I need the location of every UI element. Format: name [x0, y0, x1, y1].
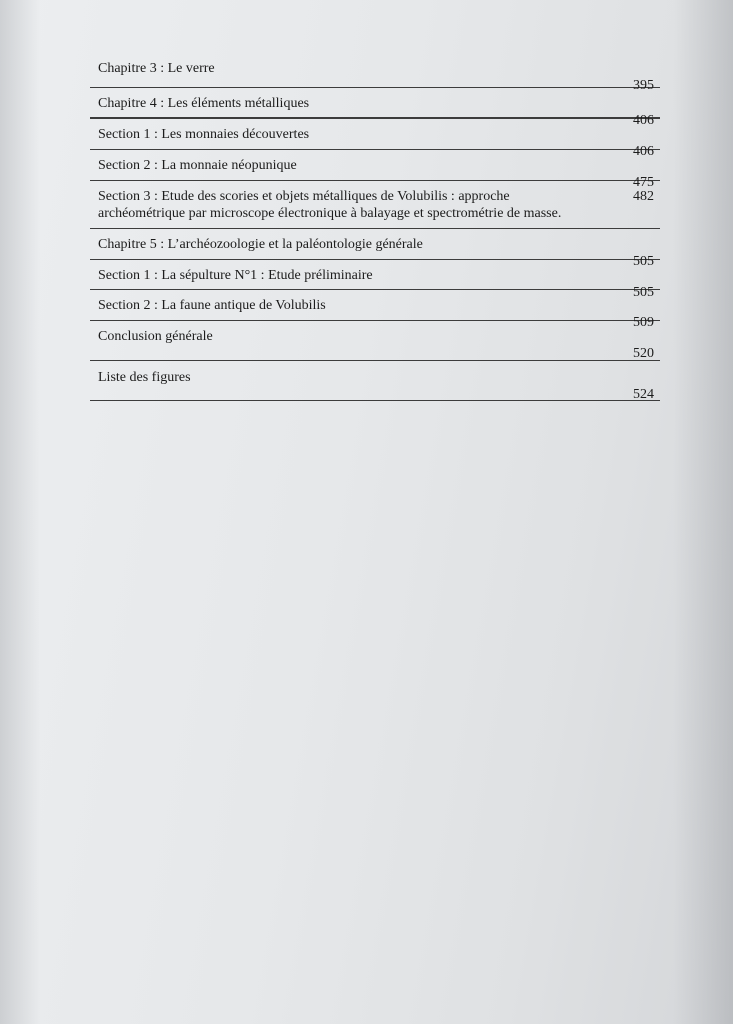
toc-entry-page: 520	[633, 346, 654, 361]
toc-entry-title: Chapitre 3 : Le verre	[98, 61, 215, 76]
toc-entry-page: 475	[633, 175, 654, 190]
toc-entry-page: 395	[633, 78, 654, 93]
toc-entry-title: Chapitre 4 : Les éléments métalliques	[98, 96, 310, 111]
toc-entry-page: 406	[633, 113, 654, 128]
toc-entry-title: Liste des figures	[98, 370, 191, 385]
toc-entry-title: Section 1 : Les monnaies découvertes	[98, 127, 310, 142]
toc-entry-page: 482	[633, 189, 654, 204]
toc-entry-chapitre-5	[90, 229, 660, 269]
toc-entry-section-1-sepulture	[90, 260, 660, 300]
page-shadow-right	[673, 0, 733, 1024]
toc-entry-liste-figures	[90, 361, 660, 401]
toc-entry-section-1-monnaies	[90, 119, 660, 159]
toc-entry-title: Section 3 : Etude des scories et objets métalliques de Volubilis : approche archéométrique par microscope électronique à balayage et spectrométrie de masse.	[98, 189, 562, 221]
toc-entry-page: 406	[633, 144, 654, 159]
toc-entry-chapitre-4	[90, 88, 660, 128]
toc-entry-page: 509	[633, 315, 654, 330]
toc-entry-section-3-scories	[90, 181, 660, 229]
toc-entry-page: 505	[633, 285, 654, 300]
toc-entry-title: Section 2 : La monnaie néopunique	[98, 158, 297, 173]
toc-entry-title: Chapitre 5 : L’archéozoologie et la paléontologie générale	[98, 237, 423, 252]
toc-entry-conclusion	[90, 321, 660, 361]
table-of-contents	[90, 52, 660, 401]
toc-entry-title: Section 1 : La sépulture N°1 : Etude préliminaire	[98, 268, 373, 283]
toc-entry-page: 524	[633, 387, 654, 402]
toc-entry-title: Conclusion générale	[98, 329, 213, 344]
toc-entry-chapitre-3	[90, 52, 660, 93]
toc-entry-section-2-monnaie	[90, 150, 660, 190]
toc-entry-page: 505	[633, 254, 654, 269]
toc-entry-section-2-faune	[90, 290, 660, 330]
page-shadow-left	[0, 0, 40, 1024]
toc-entry-title: Section 2 : La faune antique de Volubilis	[98, 298, 326, 313]
